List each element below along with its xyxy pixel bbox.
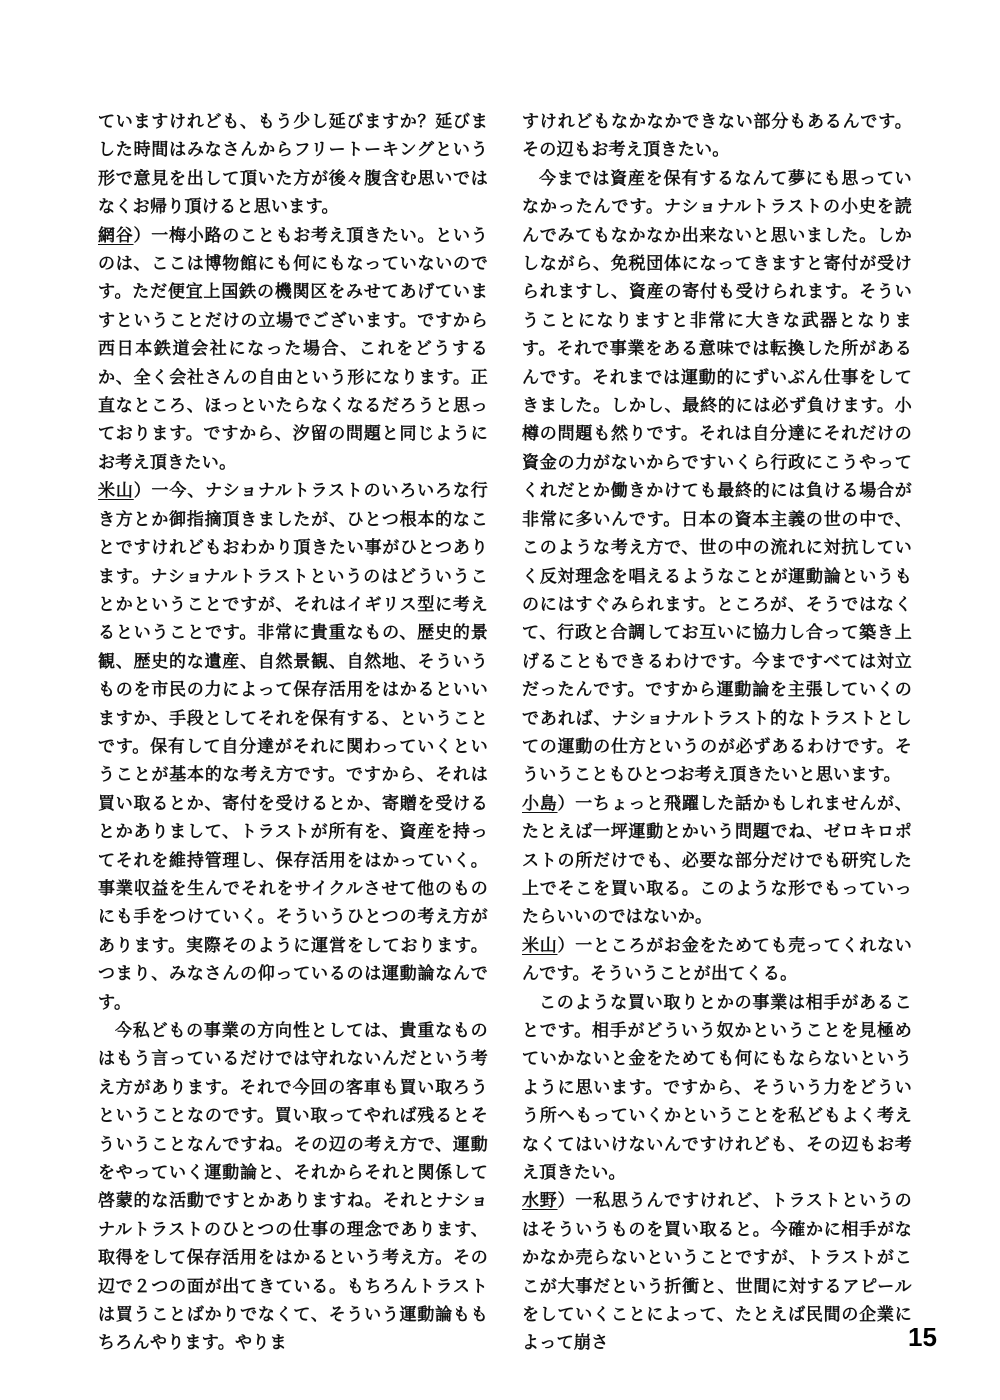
speaker-name: 水野 bbox=[522, 1191, 558, 1212]
speaker-paragraph bbox=[98, 477, 488, 1017]
paragraph bbox=[522, 989, 912, 1188]
paragraph bbox=[522, 108, 912, 165]
paragraph-text: ）一今、ナショナルトラストのいろいろな行き方とか御指摘頂きましたが、ひとつ根本的なことですけれどもおわかり頂きたい事がひとつあります。ナショナルトラストというのはどういうことかということですが、それはイギリス型に考えるということです。非常に貴重なもの、歴史的景観、歴史的な遺産、自然景観、自然地、そういうものを市民の力によって保存活用をはかるといいますか、手段としてそれを保有する、ということです。保有して自分達がそれに関わっていくということが基本的な考え方です。ですから、それは買い取るとか、寄付を受けるとか、寄贈を受けるとかありまして、トラストが所有を、資産を持ってそれを維持管理し、保存活用をはかっていく。事業収益を生んでそれをサイクルさせて他のものにも手をつけていく。そういうひとつの考え方があります。実際そのように運営をしております。つまり、みなさんの仰っているのは運動論なんです。 bbox=[98, 481, 488, 1013]
paragraph-text: 今までは資産を保有するなんて夢にも思っていなかったんです。ナショナルトラストの小史を読んでみてもなかなか出来ないと思いました。しかしながら、免税団体になってきますと寄付が受けられますし、資産の寄付も受けられます。そういうことになりますと非常に大きな武器となります。それで事業をある意味では転換した所があるんです。それまでは運動的にずいぶん仕事をしてきました。しかし、最終的には必ず負けます。小樽の問題も然りです。それは自分達にそれだけの資金の力がないからですいくら行政にこうやってくれだとか働きかけても最終的には負ける場合が非常に多いんです。日本の資本主義の世の中で、このような考え方で、世の中の流れに対抗していく反対理念を唱えるようなことが運動論というものにはすぐみられます。ところが、そうではなくて、行政と合調してお互いに協力し合って築き上げることもできるわけです。今まですべては対立だったんです。ですから運動論を主張していくのであれば、ナショナルトラスト的なトラストとしての運動の仕方というのが必ずあるわけです。そういうこともひとつお考え頂きたいと思います。 bbox=[522, 168, 912, 786]
paragraph-text: ）一私思うんですけれど、トラストというのはそういうものを買い取ると。今確かに相手がなかなか売らないということですが、トラストがここが大事だという折衝と、世間に対するアピールをしていくことによって、たとえば民間の企業によって崩さ bbox=[522, 1191, 912, 1354]
speaker-name: 小島 bbox=[522, 793, 558, 814]
left-column bbox=[98, 108, 488, 1358]
paragraph bbox=[98, 108, 488, 222]
speaker-paragraph bbox=[98, 222, 488, 478]
paragraph bbox=[98, 1017, 488, 1358]
paragraph-text: ていますけれども、もう少し延びますか？延びました時間はみなさんからフリートーキングという形で意見を出して頂いた方が後々腹含む思いではなくお帰り頂けると思います。 bbox=[98, 112, 488, 218]
speaker-name: 米山 bbox=[98, 481, 134, 502]
paragraph bbox=[522, 165, 912, 790]
paragraph-text: すけれどもなかなかできない部分もあるんです。その辺もお考え頂きたい。 bbox=[522, 112, 912, 161]
paragraph-text: ）一ところがお金をためても売ってくれないんです。そういうことが出てくる。 bbox=[522, 935, 912, 985]
right-column bbox=[522, 108, 912, 1358]
speaker-paragraph bbox=[522, 790, 912, 932]
speaker-name: 網谷 bbox=[98, 225, 134, 246]
speaker-paragraph bbox=[522, 932, 912, 989]
paragraph-text: 今私どもの事業の方向性としては、貴重なものはもう言っているだけでは守れないんだという考え方があります。それで今回の客車も買い取ろうということなのです。買い取ってやれば残るとそういうことなんですね。その辺の考え方で、運動をやっていく運動論と、それからそれと関係して啓蒙的な活動ですとかありますね。それとナショナルトラストのひとつの仕事の理念であります、取得をして保存活用をはかるという考え方。その辺で２つの面が出てきている。もちろんトラストは買うことばかりでなくて、そういう運動論ももちろんやります。やりま bbox=[98, 1021, 488, 1354]
page-number: 15 bbox=[908, 1322, 937, 1352]
paragraph-text: ）一梅小路のこともお考え頂きたい。というのは、ここは博物館にも何にもなっていないのです。ただ便宜上国鉄の機関区をみせてあげていますということだけの立場でございます。ですから西日本鉄道会社になった場合、これをどうするか、全く会社さんの自由という形になります。正直なところ、ほっといたらなくなるだろうと思っております。ですから、汐留の問題と同じようにお考え頂きたい。 bbox=[98, 225, 488, 473]
speaker-paragraph bbox=[522, 1187, 912, 1357]
speaker-name: 米山 bbox=[522, 935, 558, 956]
paragraph-text: このような買い取りとかの事業は相手があることです。相手がどういう奴かということを見極めていかないと金をためても何にもならないというように思います。ですから、そういう力をどういう所へもっていくかということを私どもよく考えなくてはいけないんですけれども、その辺もお考え頂きたい。 bbox=[522, 992, 912, 1184]
paragraph-text: ）一ちょっと飛躍した話かもしれませんが、たとえば一坪運動とかいう問題でね、ゼロキロポストの所だけでも、必要な部分だけでも研究した上でそこを買い取る。このような形でもっていったらいいのではないか。 bbox=[522, 793, 912, 928]
